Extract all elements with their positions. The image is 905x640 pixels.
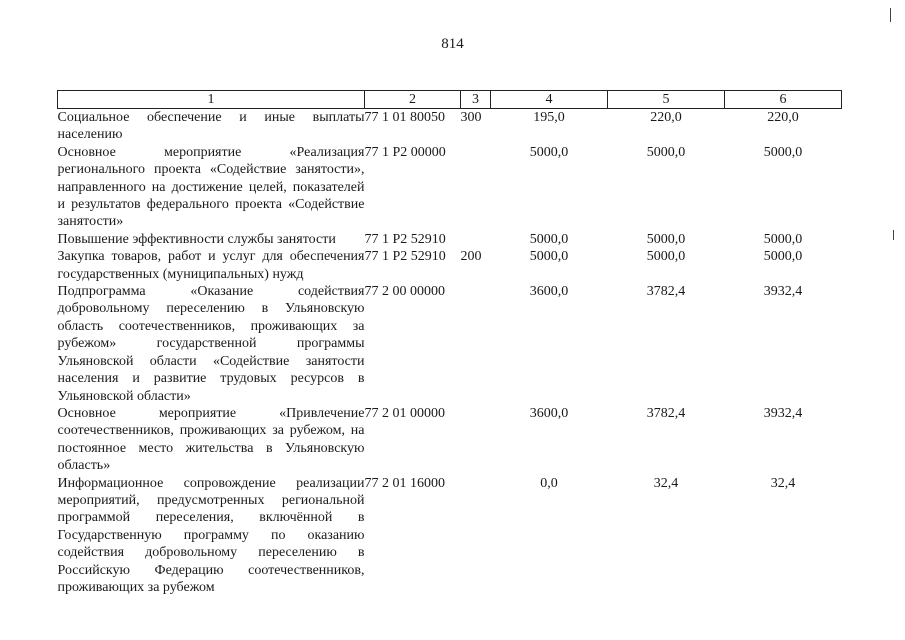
target-article-code: 77 1 P2 52910: [364, 231, 446, 247]
amount-col6: 32,4: [770, 475, 796, 491]
target-article-code: 77 2 01 00000: [364, 405, 445, 421]
amount-col5: 5000,0: [646, 231, 686, 247]
target-article-code: 77 2 01 16000: [364, 475, 445, 491]
amount-col4: 5000,0: [529, 249, 569, 265]
target-article-code: 77 1 P2 00000: [364, 144, 446, 160]
expense-type-code: [461, 144, 491, 231]
expense-type-code: [461, 405, 491, 475]
amount-col4: 5000,0: [529, 231, 569, 247]
amount-col4: 3600,0: [529, 284, 569, 300]
column-header: 6: [725, 91, 842, 109]
scan-edge-mark: [890, 8, 891, 22]
amount-col5: 220,0: [650, 110, 682, 125]
expense-type-code: 300: [460, 110, 482, 125]
page-number: 814: [441, 36, 464, 52]
item-name: Подпрограмма «Оказание содействия добровольному переселению в Ульяновскую область соотечественников, проживающих за рубежом» государственной программы Ульяновской области «Содействие занятости населения и развитие трудовых ресурсов в Ульяновской области»: [57, 284, 365, 404]
table-row: [58, 109, 842, 144]
amount-col4: 5000,0: [529, 144, 569, 160]
amount-col4: 3600,0: [529, 405, 569, 421]
target-article-code: 77 1 01 80050: [364, 110, 445, 125]
item-name: Социальное обеспечение и иные выплаты населению: [57, 110, 365, 143]
table-row: [58, 283, 842, 405]
table-row: [58, 405, 842, 475]
item-name: Информационное сопровождение реализации мероприятий, предусмотренных региональной программой переселения, включённой в Государственную программу по оказанию содействия добровольному переселению в Российскую Федерацию соотечественников, проживающих за рубежом: [57, 475, 365, 595]
table-row: [58, 475, 842, 597]
column-header: 3: [461, 91, 491, 109]
column-header: 5: [608, 91, 725, 109]
item-name: Основное мероприятие «Реализация регионального проекта «Содействие занятости», направленного на достижение целей, показателей и результатов федерального проекта «Содействие занятости»: [57, 144, 365, 230]
amount-col6: 3932,4: [763, 405, 803, 421]
amount-col4: 195,0: [533, 110, 565, 125]
target-article-code: 77 2 00 00000: [364, 284, 445, 300]
amount-col5: 3782,4: [646, 284, 686, 300]
expense-type-code: 200: [460, 249, 482, 265]
expense-type-code: [461, 475, 491, 597]
amount-col5: 3782,4: [646, 405, 686, 421]
column-header: 2: [365, 91, 461, 109]
column-number-header-row: [58, 91, 842, 109]
target-article-code: 77 1 P2 52910: [364, 249, 446, 265]
table-row: [58, 231, 842, 248]
amount-col6: 5000,0: [763, 249, 803, 265]
amount-col5: 32,4: [653, 475, 679, 491]
amount-col6: 5000,0: [763, 231, 803, 247]
amount-col6: 3932,4: [763, 284, 803, 300]
budget-table: [57, 90, 842, 596]
expense-type-code: [461, 231, 491, 248]
amount-col5: 5000,0: [646, 249, 686, 265]
amount-col6: 5000,0: [763, 144, 803, 160]
table-row: [58, 248, 842, 283]
expense-type-code: [461, 283, 491, 405]
item-name: Повышение эффективности службы занятости: [57, 231, 336, 247]
amount-col5: 5000,0: [646, 144, 686, 160]
table-row: [58, 144, 842, 231]
column-header: 4: [491, 91, 608, 109]
item-name: Основное мероприятие «Привлечение соотечественников, проживающих за рубежом, на постоянное место жительства в Ульяновскую область»: [57, 405, 365, 474]
column-header: 1: [58, 91, 365, 109]
scan-edge-mark: [893, 230, 894, 240]
amount-col4: 0,0: [540, 475, 558, 491]
item-name: Закупка товаров, работ и услуг для обеспечения государственных (муниципальных) нужд: [57, 249, 365, 282]
amount-col6: 220,0: [767, 110, 799, 125]
